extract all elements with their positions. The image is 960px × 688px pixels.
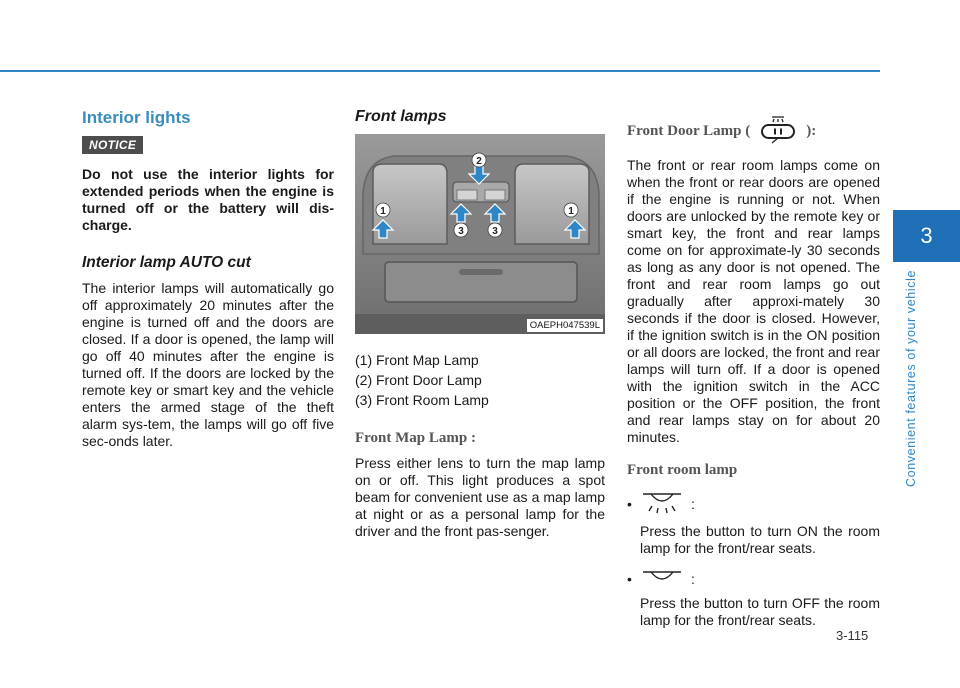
door-lamp-title-prefix: Front Door Lamp ( (627, 123, 751, 139)
callout-1-right: 1 (568, 206, 574, 217)
room-lamp-on-icon (639, 489, 685, 519)
bullet-dot: • (627, 495, 632, 512)
overhead-console-illustration (355, 134, 605, 334)
figure-code: OAEPH047539L (527, 319, 603, 332)
bullet-colon: : (691, 495, 695, 512)
top-rule (0, 70, 880, 72)
bullet-dot: • (627, 570, 632, 587)
auto-cut-body: The interior lamps will automatically go off approximately 20 minutes after the engine is turned off and the doors are closed. If a door is opened, the lamp will go off 40 minutes after the engine is turned off. If the doors are locked by the remote key or smart key and the vehicle enters the armed stage of the theft alarm sys-tem, the lamps will go off five sec-onds later. (82, 280, 334, 449)
chapter-side-label (893, 262, 929, 494)
chapter-tab (893, 210, 960, 262)
list-item-door-lamp: (2) Front Door Lamp (355, 372, 482, 388)
column-interior-lights (82, 100, 334, 450)
list-item-map-lamp: (1) Front Map Lamp (355, 352, 479, 368)
map-lamp-title: Front Map Lamp : (355, 430, 476, 446)
column-door-room-lamps (627, 100, 880, 629)
map-lamp-body: Press either lens to turn the map lamp on or off. This light produces a spot beam for convenient use as a map lamp at night or as a personal lamp for the driver and the front pas-senger. (355, 455, 605, 539)
callout-3-right: 3 (492, 226, 498, 237)
section-title: Interior lights (82, 108, 191, 127)
notice-text: Do not use the interior lights for extended periods when the engine is turned off or the battery will dis-charge. (82, 166, 334, 233)
chapter-number: 3 (920, 223, 933, 248)
notice-badge: NOTICE (82, 136, 143, 154)
bullet-room-lamp-on (627, 489, 880, 519)
door-lamp-body: The front or rear room lamps come on when the front or rear doors are opened if the engine is running or not. When doors are unlocked by the remote key or smart key, the front and rear lamps come on for approximate-ly 30 seconds as long as any door is not opened. The front and rear room lamps go out gradually after approxi-mately 30 seconds if the door is closed. However, if the ignition switch is in the ON position or all doors are locked, the front and rear lamps will turn off. If a door is opened with the ignition switch in the ACC position or the OFF position, the front and rear lamps stay on for about 20 minutes. (627, 157, 880, 445)
room-lamp-off-icon (639, 567, 685, 591)
page-number: 3-115 (836, 628, 869, 643)
door-lamp-title-suffix: ): (806, 123, 817, 139)
callout-2: 2 (476, 156, 482, 167)
bullet-room-lamp-off (627, 567, 880, 591)
callout-3-left: 3 (458, 226, 464, 237)
chapter-title: Convenient features of your vehicle (904, 269, 918, 487)
room-lamp-on-desc: Press the button to turn ON the room lamp for the front/rear seats. (640, 523, 880, 556)
bullet-colon: : (691, 570, 695, 587)
front-lamps-title: Front lamps (355, 108, 447, 125)
front-lamps-figure (355, 134, 605, 334)
door-lamp-icon (756, 114, 800, 149)
room-lamp-off-desc: Press the button to turn OFF the room lamp for the front/rear seats. (640, 595, 880, 628)
column-front-lamps (355, 100, 605, 540)
sub-title-auto-cut: Interior lamp AUTO cut (82, 254, 251, 271)
room-lamp-title: Front room lamp (627, 462, 738, 478)
door-lamp-title (627, 114, 880, 149)
list-item-room-lamp: (3) Front Room Lamp (355, 392, 489, 408)
callout-1-left: 1 (380, 206, 386, 217)
